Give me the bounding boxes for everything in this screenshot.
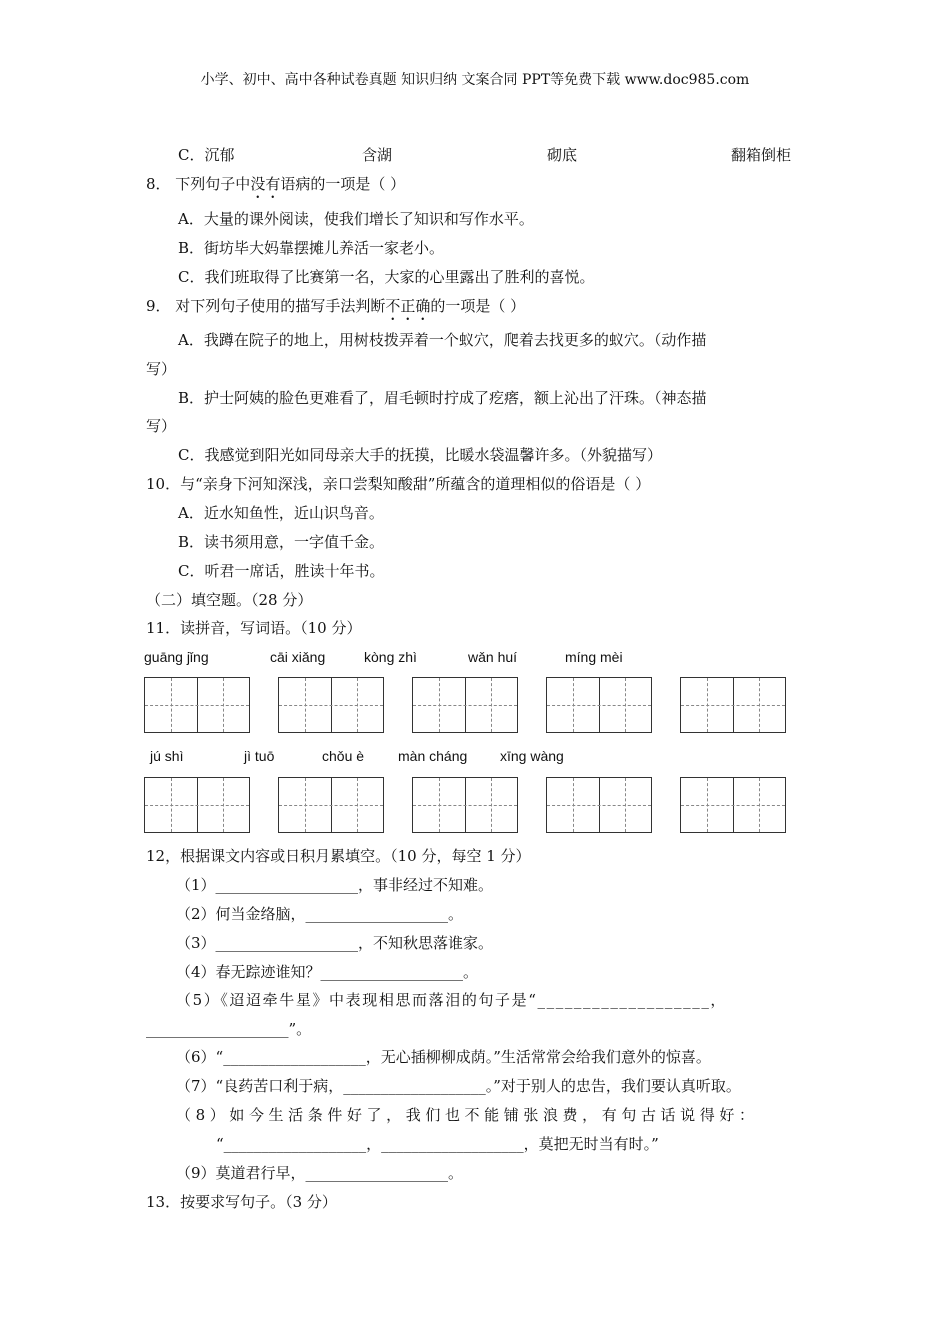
pinyin-label: xīng wàng — [500, 748, 564, 764]
q10-option-b: B．读书须用意，一字值千金。 — [178, 533, 385, 551]
fill-blank-line: （7）“良药苦口利于病，___________________。”对于别人的忠告，我们要认真听取。 — [176, 1077, 741, 1095]
fill-blank-line: “___________________，___________________，莫把无时当有时。” — [216, 1135, 659, 1153]
pinyin-label: cāi xiǎng — [270, 649, 326, 665]
fill-blank-line: （2）何当金络脑，___________________。 — [176, 905, 464, 923]
pinyin-label: wǎn huí — [468, 649, 518, 665]
q10-option-a: A．近水知鱼性，近山识鸟音。 — [178, 504, 384, 522]
fill-blank-line: （3）___________________，不知秋思落谁家。 — [176, 934, 494, 952]
writing-grid[interactable] — [412, 777, 518, 833]
q8-option-c: C．我们班取得了比赛第一名，大家的心里露出了胜利的喜悦。 — [178, 268, 595, 286]
fill-blank-line: （6）“___________________，无心插柳柳成荫。”生活常常会给我们意外的惊喜。 — [176, 1048, 711, 1066]
writing-grid[interactable] — [546, 677, 652, 733]
writing-grid[interactable] — [680, 777, 786, 833]
writing-grid[interactable] — [144, 777, 250, 833]
q10-option-c: C．听君一席话，胜读十年书。 — [178, 562, 385, 580]
pinyin-label: guāng jǐng — [144, 649, 209, 665]
q8-option-b: B．街坊毕大妈靠摆摊儿养活一家老小。 — [178, 239, 445, 257]
pinyin-label: màn cháng — [398, 748, 468, 764]
writing-grid[interactable] — [546, 777, 652, 833]
fill-blank-line: （8）如今生活条件好了，我们也不能铺张浪费，有句古话说得好： — [176, 1106, 759, 1124]
pinyin-label: jú shì — [150, 748, 184, 764]
q9-option-b-line1: B．护士阿姨的脸色更难看了，眉毛顿时拧成了疙瘩，额上沁出了汗珠。（神态描 — [178, 389, 707, 407]
fill-blank-line: （9）莫道君行早，___________________。 — [176, 1164, 464, 1182]
q9-option-a-line1: A．我蹲在院子的地上，用树枝拨弄着一个蚁穴，爬着去找更多的蚁穴。（动作描 — [178, 331, 707, 349]
q9-stem: 9． 对下列句子使用的描写手法判断不正确的一项是（ ） — [146, 297, 526, 315]
page-header: 小学、初中、高中各种试卷真题 知识归纳 文案合同 PPT等免费下载 www.doc985.com — [200, 72, 750, 88]
fill-blank-line: （1）___________________，事非经过不知难。 — [176, 876, 494, 894]
section-title: （二）填空题。（28 分） — [146, 591, 313, 609]
q7-option-c-word3: 砌底 — [547, 146, 578, 164]
emphasis-text: 没有 — [250, 175, 281, 193]
fill-blank-line: （5）《迢迢牵牛星》中表现相思而落泪的句子是“___________________， — [176, 991, 728, 1009]
q9-option-b-line2: 写） — [146, 417, 177, 435]
q11-stem: 11．读拼音，写词语。（10 分） — [146, 619, 362, 637]
writing-grid[interactable] — [680, 677, 786, 733]
writing-grid[interactable] — [412, 677, 518, 733]
writing-grid[interactable] — [278, 677, 384, 733]
emphasis-text: 不正确 — [385, 297, 431, 315]
q7-option-c-label: C．沉郁 — [178, 146, 235, 164]
q8-option-a: A．大量的课外阅读，使我们增长了知识和写作水平。 — [178, 210, 534, 228]
pinyin-label: jì tuō — [244, 748, 275, 764]
q9-option-a-line2: 写） — [146, 360, 177, 378]
writing-grid[interactable] — [144, 677, 250, 733]
pinyin-label: kòng zhì — [364, 649, 417, 665]
fill-blank-line: ___________________”。 — [146, 1020, 312, 1038]
q13-stem: 13．按要求写句子。（3 分） — [146, 1193, 337, 1211]
writing-grid[interactable] — [278, 777, 384, 833]
q10-stem: 10．与“亲身下河知深浅，亲口尝梨知酸甜”所蕴含的道理相似的俗语是（ ） — [146, 475, 651, 493]
q9-option-c: C．我感觉到阳光如同母亲大手的抚摸，比暖水袋温馨许多。（外貌描写） — [178, 446, 662, 464]
q7-option-c-word2: 含湖 — [362, 146, 393, 164]
pinyin-label: chǒu è — [322, 748, 365, 764]
q7-option-c-word4: 翻箱倒柜 — [731, 146, 792, 164]
pinyin-label: míng mèi — [565, 649, 623, 665]
fill-blank-line: （4）春无踪迹谁知？___________________。 — [176, 963, 479, 981]
q8-stem: 8． 下列句子中没有语病的一项是（ ） — [146, 175, 406, 193]
q12-stem: 12，根据课文内容或日积月累填空。（10 分，每空 1 分） — [146, 847, 531, 865]
